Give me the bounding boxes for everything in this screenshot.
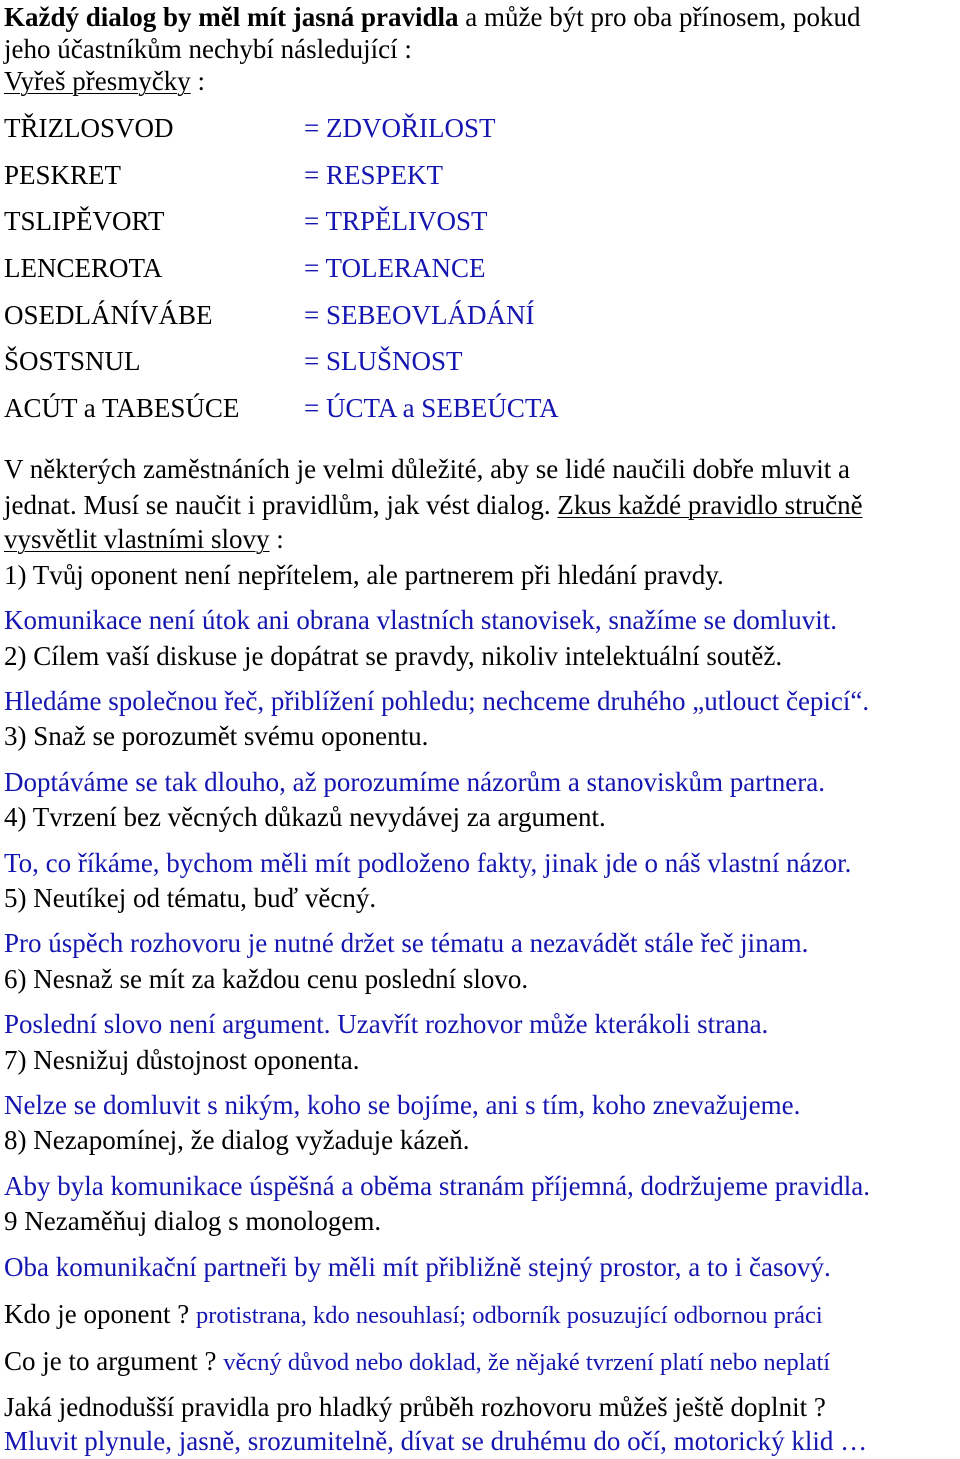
rule-explanation: Nelze se domluvit s nikým, koho se bojíme, ani s tím, koho znevažujeme.	[4, 1090, 801, 1120]
anagram-scrambled: PESKRET	[4, 160, 122, 190]
paragraph-line-1: V některých zaměstnáních je velmi důležité, aby se lidé naučili dobře mluvit a	[4, 454, 850, 484]
intro-bold: Každý dialog by měl mít jasná pravidla	[4, 2, 459, 32]
rule-text: 8) Nezapomínej, že dialog vyžaduje kázeň.	[4, 1125, 470, 1155]
intro-rest: a může být pro oba přínosem, pokud	[458, 2, 861, 32]
anagram-answer: = RESPEKT	[304, 160, 443, 190]
anagram-scrambled: OSEDLÁNÍVÁBE	[4, 300, 213, 330]
rule-text: 4) Tvrzení bez věcných důkazů nevydávej za argument.	[4, 802, 606, 832]
anagram-answer: = TOLERANCE	[304, 253, 486, 283]
question-answer: protistrana, kdo nesouhlasí; odborník posuzující odbornou práci	[195, 1302, 823, 1329]
question-text: Co je to argument ?	[4, 1346, 224, 1376]
intro-line-2: jeho účastníkům nechybí následující :	[4, 34, 412, 64]
anagram-scrambled: ACÚT a TABESÚCE	[4, 393, 240, 423]
paragraph-line-3-underlined: vysvětlit vlastními slovy	[4, 524, 270, 554]
task-underlined: Vyřeš přesmyčky	[4, 66, 191, 96]
task-heading	[4, 64, 205, 98]
anagram-answer: = ZDVOŘILOST	[304, 113, 496, 143]
final-answer: Mluvit plynule, jasně, srozumitelně, dívat se druhému do očí, motorický klid …	[4, 1426, 868, 1456]
question-line	[4, 1344, 830, 1380]
anagram-scrambled: LENCEROTA	[4, 253, 163, 283]
rule-text: 5) Neutíkej od tématu, buď věcný.	[4, 883, 377, 913]
question-line	[4, 1297, 823, 1333]
rule-explanation: Oba komunikační partneři by měli mít přibližně stejný prostor, a to i časový.	[4, 1252, 831, 1282]
anagram-answer: = SLUŠNOST	[304, 346, 463, 376]
rule-explanation: Pro úspěch rozhovoru je nutné držet se tématu a nezavádět stále řeč jinam.	[4, 928, 809, 958]
final-question: Jaká jednodušší pravidla pro hladký průběh rozhovoru můžeš ještě doplnit ?	[4, 1392, 826, 1422]
rule-text: 1) Tvůj oponent není nepřítelem, ale partnerem při hledání pravdy.	[4, 560, 724, 590]
rule-text: 9 Nezaměňuj dialog s monologem.	[4, 1206, 382, 1236]
rule-explanation: Poslední slovo není argument. Uzavřít rozhovor může kterákoli strana.	[4, 1009, 769, 1039]
rule-text: 2) Cílem vaší diskuse je dopátrat se pravdy, nikoliv intelektuální soutěž.	[4, 641, 783, 671]
rule-text: 7) Nesnižuj důstojnost oponenta.	[4, 1045, 360, 1075]
rule-explanation: To, co říkáme, bychom měli mít podloženo fakty, jinak jde o náš vlastní názor.	[4, 848, 852, 878]
anagram-answer: = TRPĚLIVOST	[304, 206, 488, 236]
paragraph-line-2	[4, 488, 863, 522]
anagram-answer: = SEBEOVLÁDÁNÍ	[304, 300, 535, 330]
intro-line-1	[4, 0, 860, 34]
paragraph-line-3	[4, 522, 284, 556]
anagram-scrambled: TŘIZLOSVOD	[4, 113, 174, 143]
rule-explanation: Komunikace není útok ani obrana vlastních stanovisek, snažíme se domluvit.	[4, 605, 838, 635]
question-text: Kdo je oponent ?	[4, 1299, 196, 1329]
anagram-scrambled: ŠOSTSNUL	[4, 346, 141, 376]
rule-explanation: Doptáváme se tak dlouho, až porozumíme názorům a stanoviskům partnera.	[4, 767, 825, 797]
rule-text: 6) Nesnaž se mít za každou cenu poslední slovo.	[4, 964, 529, 994]
rule-text: 3) Snaž se porozumět svému oponentu.	[4, 721, 429, 751]
paragraph-line-2-underlined: Zkus každé pravidlo stručně	[557, 490, 863, 520]
paragraph-line-2-plain: jednat. Musí se naučit i pravidlům, jak vést dialog.	[4, 490, 558, 520]
paragraph-line-3-colon: :	[269, 524, 284, 554]
question-answer: věcný důvod nebo doklad, že nějaké tvrzení platí nebo neplatí	[223, 1349, 831, 1376]
rule-explanation: Hledáme společnou řeč, přiblížení pohledu; nechceme druhého „utlouct čepicí“.	[4, 686, 870, 716]
rule-explanation: Aby byla komunikace úspěšná a oběma stranám příjemná, dodržujeme pravidla.	[4, 1171, 870, 1201]
anagram-answer: = ÚCTA a SEBEÚCTA	[304, 393, 559, 423]
task-colon: :	[190, 66, 205, 96]
anagram-scrambled: TSLIPĚVORT	[4, 206, 165, 236]
